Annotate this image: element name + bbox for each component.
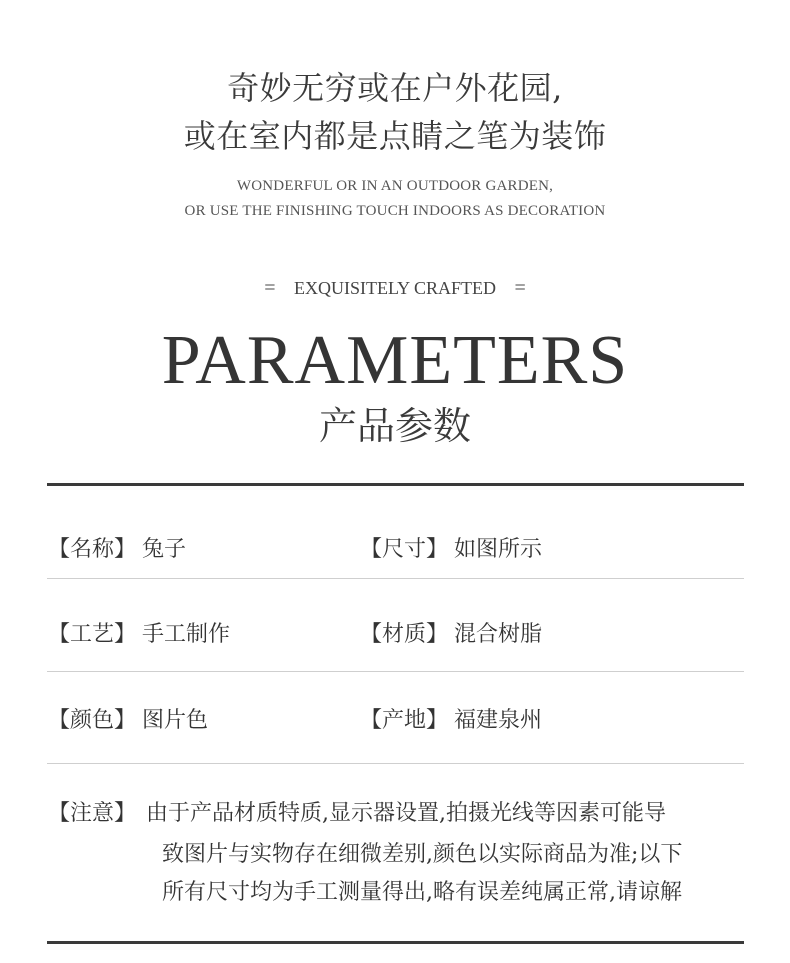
- param-craft: [48, 620, 230, 650]
- param-color-value: 图片色: [142, 708, 209, 733]
- param-material-value: 混合树脂: [454, 622, 543, 647]
- table-top-rule: [47, 483, 744, 486]
- param-name-label: 【名称】: [48, 537, 137, 562]
- param-size-value: 如图所示: [454, 537, 543, 562]
- param-color-label: 【颜色】: [48, 708, 137, 733]
- notice-line-1: 由于产品材质特质,显示器设置,拍摄光线等因素可能导: [146, 801, 666, 826]
- param-craft-value: 手工制作: [142, 622, 231, 647]
- double-line-left-icon: =: [264, 277, 276, 299]
- notice-line-3: 所有尺寸均为手工测量得出,略有误差纯属正常,请谅解: [162, 880, 682, 905]
- param-name-value: 兔子: [142, 537, 187, 562]
- row-divider-1: [47, 578, 744, 579]
- param-size-label: 【尺寸】: [360, 537, 449, 562]
- param-origin: [360, 706, 542, 736]
- english-subline-2: OR USE THE FINISHING TOUCH INDOORS AS DECORATION: [184, 203, 606, 219]
- crafted-text: EXQUISITELY CRAFTED: [293, 278, 497, 298]
- parameters-title: PARAMETERS: [161, 322, 629, 399]
- row-divider-2: [47, 671, 744, 672]
- table-bottom-rule: [47, 941, 744, 944]
- notice-line-2: 致图片与实物存在细微差别,颜色以实际商品为准;以下: [162, 842, 683, 867]
- crafted-heading: [0, 276, 790, 300]
- notice-label: 【注意】: [48, 801, 137, 826]
- param-craft-label: 【工艺】: [48, 622, 137, 647]
- param-name: [48, 535, 186, 565]
- english-subline-1: WONDERFUL OR IN AN OUTDOOR GARDEN,: [236, 178, 554, 194]
- param-origin-value: 福建泉州: [454, 708, 543, 733]
- parameters-title-cn: 产品参数: [318, 404, 471, 448]
- param-size: [360, 535, 542, 565]
- param-color: [48, 706, 208, 736]
- param-material: [360, 620, 542, 650]
- headline-line-2: 或在室内都是点睛之笔为装饰: [183, 117, 607, 155]
- param-origin-label: 【产地】: [360, 708, 449, 733]
- row-divider-3: [47, 763, 744, 764]
- double-line-right-icon: =: [514, 277, 526, 299]
- headline-line-1: 奇妙无穷或在户外花园,: [227, 69, 563, 107]
- param-material-label: 【材质】: [360, 622, 449, 647]
